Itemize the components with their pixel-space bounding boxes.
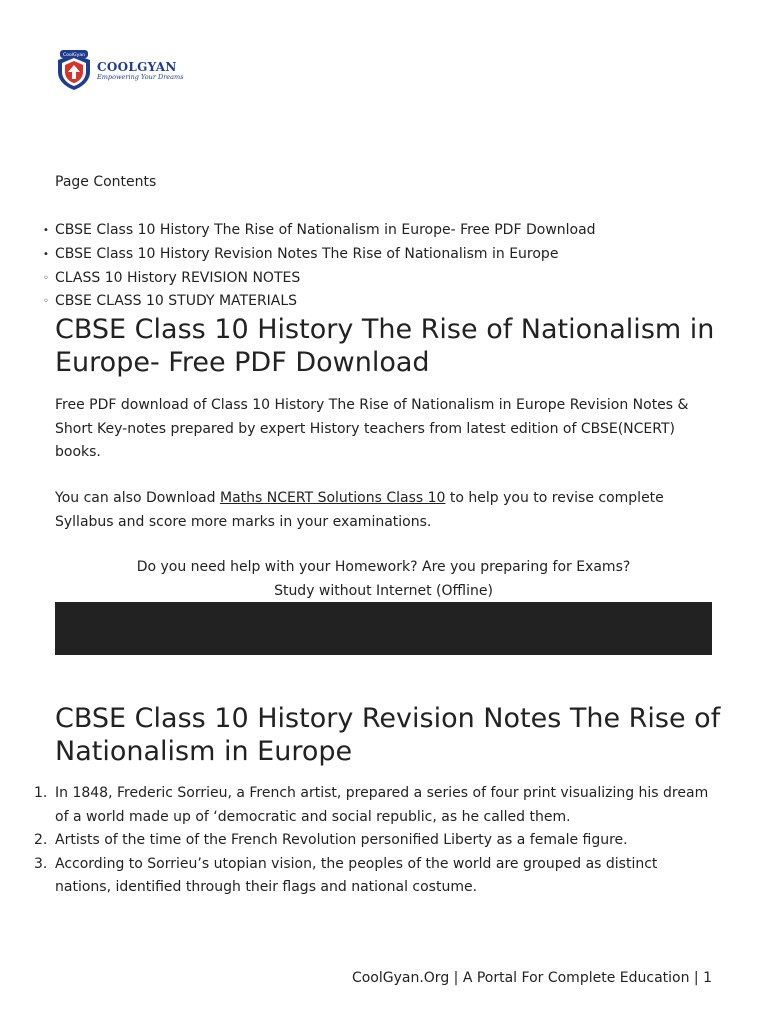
section-heading-revision-notes: CBSE Class 10 History Revision Notes The Rise of Nationalism in Europe — [55, 703, 721, 767]
also-suffix: to help you to revise complete Syllabus and score more marks in your examinations. — [55, 490, 664, 530]
intro-paragraph: Free PDF download of Class 10 History The Rise of Nationalism in Europe Revision Notes & Short Key-notes prepared by expert History teachers from latest edition of CBSE(NCERT) books. — [55, 397, 689, 460]
logo-badge-text: CoolGyan — [62, 53, 86, 58]
toc-item[interactable] — [43, 243, 596, 267]
toc-item-label[interactable]: CBSE Class 10 History Revision Notes The Rise of Nationalism in Europe — [55, 245, 559, 262]
logo-tagline: Empowering Your Dreams — [97, 73, 184, 82]
circle-bullet-icon: ◦ — [43, 296, 49, 308]
page-contents-title: Page Contents — [55, 174, 157, 190]
toc-item-label[interactable]: CLASS 10 History REVISION NOTES — [55, 269, 301, 286]
toc-item[interactable] — [43, 219, 596, 243]
download-banner[interactable] — [55, 602, 712, 655]
circle-bullet-icon: ◦ — [43, 272, 49, 284]
list-item — [34, 829, 715, 853]
list-number: 1. — [34, 785, 48, 801]
bullet-icon: • — [43, 225, 49, 236]
list-item — [34, 782, 715, 829]
maths-ncert-solutions-link[interactable]: Maths NCERT Solutions Class 10 — [220, 490, 446, 506]
logo-title: COOLGYAN — [97, 60, 177, 75]
homework-help-text — [55, 556, 712, 603]
toc-item[interactable] — [43, 290, 596, 314]
list-number: 2. — [34, 832, 48, 848]
list-number: 3. — [34, 855, 48, 872]
help-line-1: Do you need help with your Homework? Are you preparing for Exams? — [136, 559, 631, 575]
shield-logo-icon — [54, 50, 94, 92]
toc-item[interactable] — [43, 267, 596, 291]
revision-notes-list — [34, 782, 715, 900]
list-item-text: Artists of the time of the French Revolution personified Liberty as a female figure. — [55, 832, 628, 848]
toc-item-label[interactable]: CBSE Class 10 History The Rise of Nationalism in Europe- Free PDF Download — [55, 222, 596, 238]
also-prefix: You can also Download — [55, 490, 220, 506]
section-heading-pdf-download: CBSE Class 10 History The Rise of Nationalism in Europe- Free PDF Download — [55, 314, 715, 378]
bullet-icon: • — [43, 248, 49, 260]
toc-item-label[interactable]: CBSE CLASS 10 STUDY MATERIALS — [55, 293, 298, 310]
help-line-2: Study without Internet (Offline) — [274, 582, 493, 599]
also-download-paragraph — [55, 487, 715, 534]
list-item — [34, 853, 715, 900]
list-item-text: In 1848, Frederic Sorrieu, a French artist, prepared a series of four print visualizing his dream of a world made up of ‘democratic and social republic, as he called them. — [55, 785, 709, 825]
table-of-contents — [43, 219, 596, 314]
coolgyan-logo[interactable] — [54, 50, 184, 92]
page-footer: CoolGyan.Org | A Portal For Complete Education | 1 — [351, 970, 712, 986]
list-item-text: According to Sorrieu’s utopian vision, the peoples of the world are grouped as distinct nations, identified through their flags and national costume. — [55, 855, 658, 895]
